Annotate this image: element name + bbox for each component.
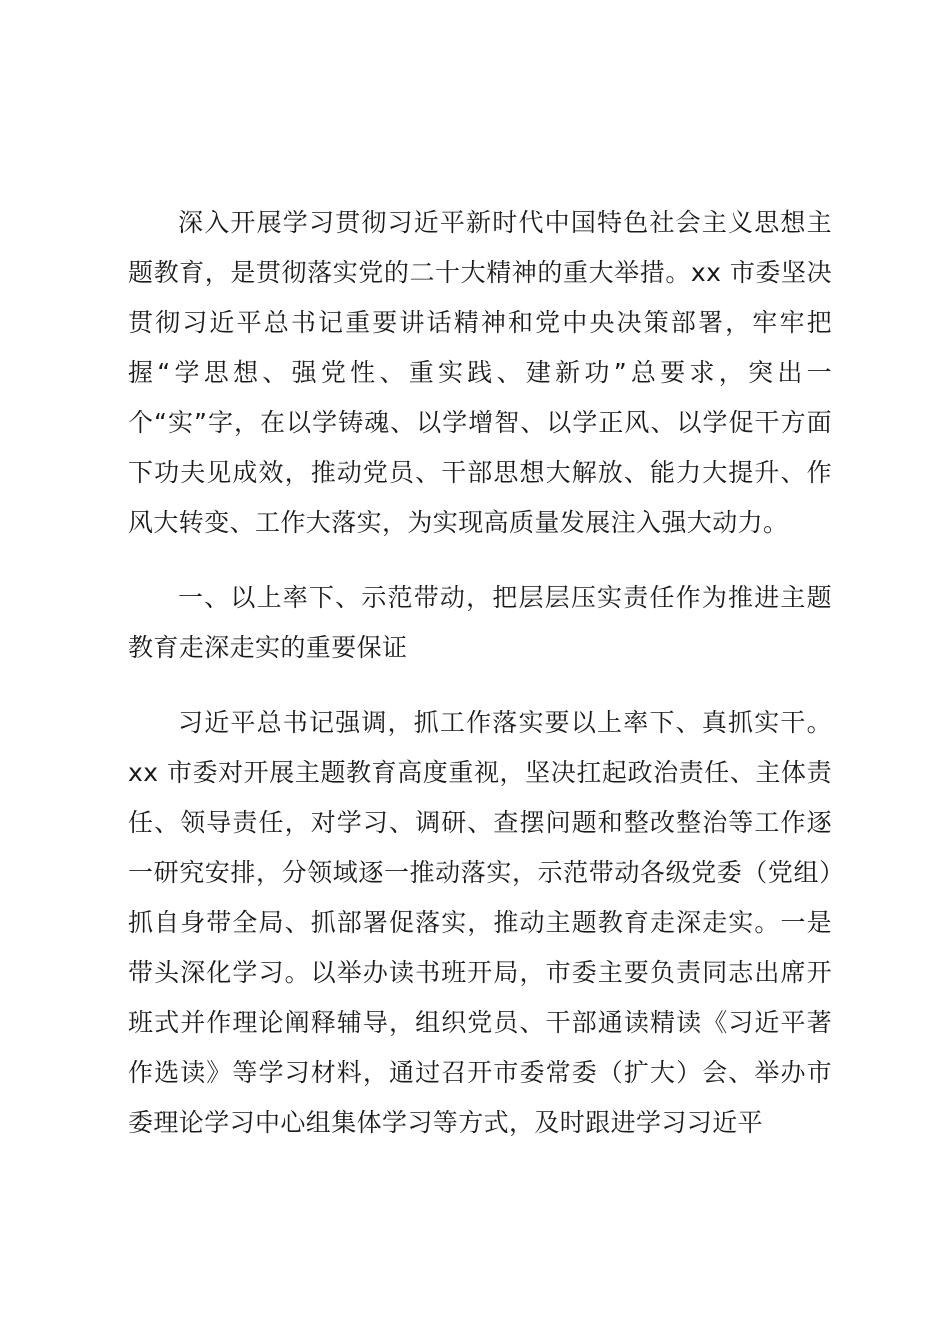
intro-paragraph: 深入开展学习贯彻习近平新时代中国特色社会主义思想主题教育，是贯彻落实党的二十大精神的重大举措。xx 市委坚决贯彻习近平总书记重要讲话精神和党中央决策部署，牢牢把握“学思想、强党性、重实践、建新功”总要求，突出一个“实”字，在以学铸魂、以学增智、以学正风、以学促干方面下功夫见成效，推动党员、干部思想大解放、能力大提升、作风大转变、工作大落实，为实现高质量发展注入强大动力。: [128, 208, 832, 537]
body-paragraph: 习近平总书记强调，抓工作落实要以上率下、真抓实干。xx 市委对开展主题教育高度重视，坚决扛起政治责任、主体责任、领导责任，对学习、调研、查摆问题和整改整治等工作逐一研究安排，分领域逐一推动落实，示范带动各级党委（党组）抓自身带全局、抓部署促落实，推动主题教育走深走实。一是带头深化学习。以举办读书班开局，市委主要负责同志出席开班式并作理论阐释辅导，组织党员、干部通读精读《习近平著作选读》等学习材料，通过召开市委常委（扩大）会、举办市委理论学习中心组集体学习等方式，及时跟进学习习近平: [128, 708, 832, 1137]
document-body: [128, 198, 832, 1148]
section-heading: 一、以上率下、示范带动，把层层压实责任作为推进主题教育走深走实的重要保证: [128, 583, 832, 662]
